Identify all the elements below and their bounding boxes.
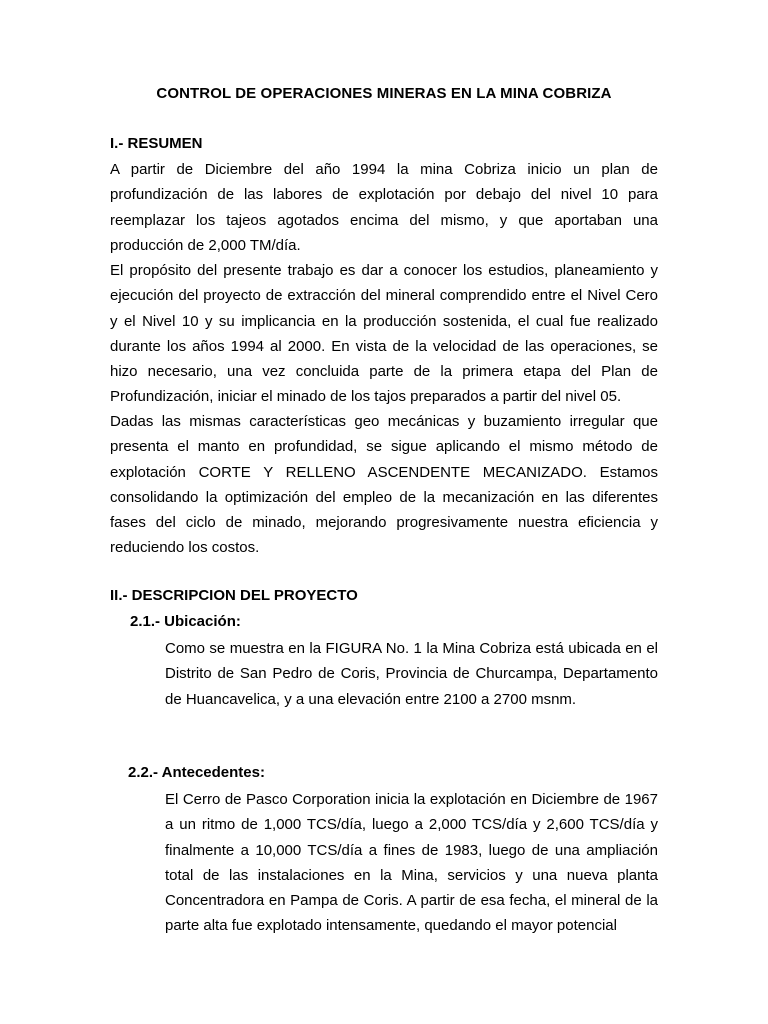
resumen-paragraph-3: Dadas las mismas características geo mecánicas y buzamiento irregular que presenta el manto en profundidad, se sigue aplicando el mismo método de explotación CORTE Y RELLENO ASCENDENTE MECANIZADO. Estamos consolidando la optimización del empleo de la mecanización en las diferentes fases del ciclo de minado, mejorando progresivamente nuestra eficiencia y reduciendo los costos. [110, 413, 658, 557]
ubicacion-paragraph: Como se muestra en la FIGURA No. 1 la Mina Cobriza está ubicada en el Distrito de San Pedro de Coris, Provincia de Churcampa, Departamento de Huancavelica, y a una elevación entre 2100 a 2700 msnm. [165, 640, 658, 708]
section-heading-resumen: I.- RESUMEN [110, 135, 203, 152]
antecedentes-paragraph: El Cerro de Pasco Corporation inicia la explotación en Diciembre de 1967 a un ritmo de 1,000 TCS/día, luego a 2,000 TCS/día y 2,600 TCS/día y finalmente a 10,000 TCS/día a fines de 1983, luego de una ampliación total de las instalaciones en la Mina, servicios y una nueva planta Concentradora en Pampa de Coris. A partir de esa fecha, el mineral de la parte alta fue explotado intensamente, quedando el mayor potencial [165, 791, 658, 935]
section-heading-descripcion: II.- DESCRIPCION DEL PROYECTO [110, 587, 358, 604]
document-title: CONTROL DE OPERACIONES MINERAS EN LA MINA COBRIZA [156, 85, 612, 102]
resumen-paragraph-2: El propósito del presente trabajo es dar a conocer los estudios, planeamiento y ejecución del proyecto de extracción del mineral comprendido entre el Nivel Cero y el Nivel 10 y su implicancia en la producción sostenida, el cual fue realizado durante los años 1994 al 2000. En vista de la velocidad de las operaciones, se hizo necesario, una vez concluida parte de la primera etapa del Plan de Profundización, iniciar el minado de los tajos preparados a partir del nivel 05. [110, 262, 658, 406]
subsection-heading-antecedentes: 2.2.- Antecedentes: [128, 764, 265, 781]
subsection-heading-ubicacion: 2.1.- Ubicación: [130, 613, 241, 630]
resumen-paragraph-1: A partir de Diciembre del año 1994 la mina Cobriza inicio un plan de profundización de las labores de explotación por debajo del nivel 10 para reemplazar los tajeos agotados encima del mismo, y que aportaban una producción de 2,000 TM/día. [110, 161, 658, 254]
